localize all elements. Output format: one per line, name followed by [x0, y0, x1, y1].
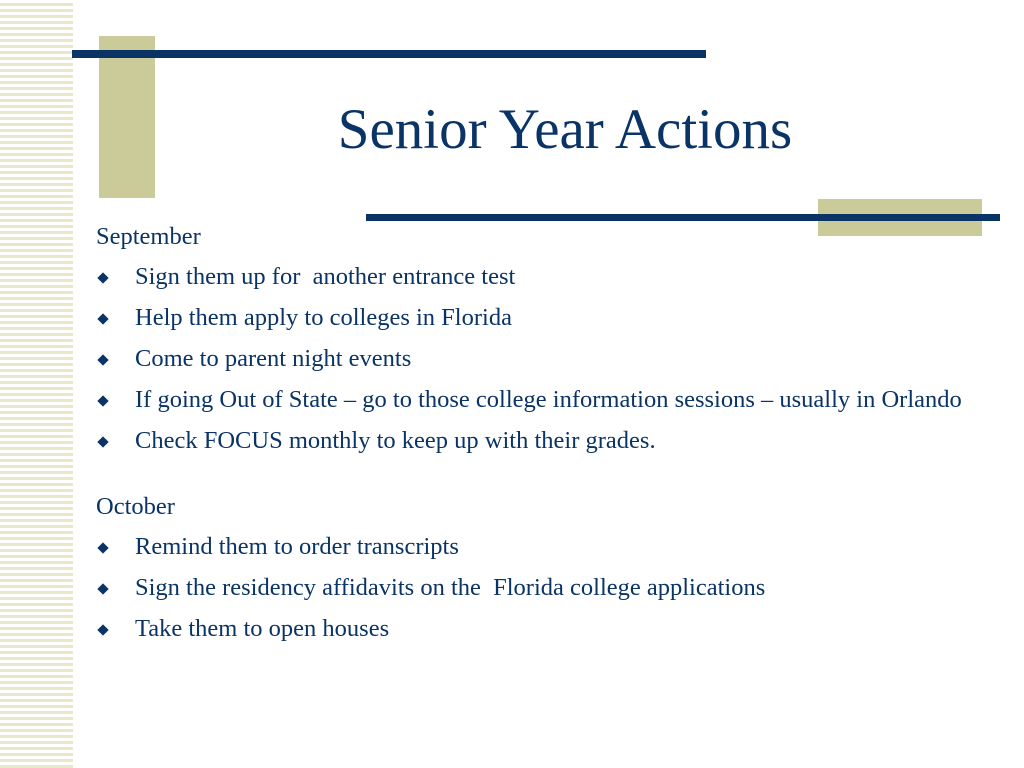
list-item	[96, 530, 976, 564]
list-item	[96, 571, 976, 605]
diamond-bullet-icon	[97, 313, 108, 324]
list-item-text: Check FOCUS monthly to keep up with their grades.	[135, 427, 656, 454]
list-item	[96, 424, 976, 458]
diamond-bullet-icon	[97, 583, 108, 594]
diamond-bullet-icon	[97, 272, 108, 283]
list-item	[96, 260, 976, 294]
section-heading-september: September	[96, 223, 201, 250]
section-heading-october: October	[96, 493, 175, 520]
list-item-text: Remind them to order transcripts	[135, 533, 459, 560]
diamond-bullet-icon	[97, 624, 108, 635]
diamond-bullet-icon	[97, 395, 108, 406]
left-stripe-decoration	[0, 0, 73, 768]
list-item	[96, 342, 976, 376]
list-item-text: Sign them up for another entrance test	[135, 263, 516, 290]
diamond-bullet-icon	[97, 542, 108, 553]
slide-body	[96, 220, 976, 653]
list-item	[96, 301, 976, 335]
list-item-text: Sign the residency affidavits on the Florida college applications	[135, 574, 766, 601]
top-rule-line	[72, 50, 706, 58]
diamond-bullet-icon	[97, 354, 108, 365]
diamond-bullet-icon	[97, 436, 108, 447]
september-list	[96, 260, 976, 458]
slide-title: Senior Year Actions	[337, 98, 793, 161]
olive-accent-block-top	[99, 36, 155, 198]
list-item-text: Help them apply to colleges in Florida	[135, 304, 512, 331]
list-item	[96, 612, 976, 646]
october-list	[96, 530, 976, 646]
list-item-text: Come to parent night events	[135, 345, 412, 372]
list-item	[96, 383, 976, 417]
list-item-text: Take them to open houses	[135, 615, 390, 642]
list-item-text: If going Out of State – go to those college information sessions – usually in Orlando	[135, 386, 962, 413]
